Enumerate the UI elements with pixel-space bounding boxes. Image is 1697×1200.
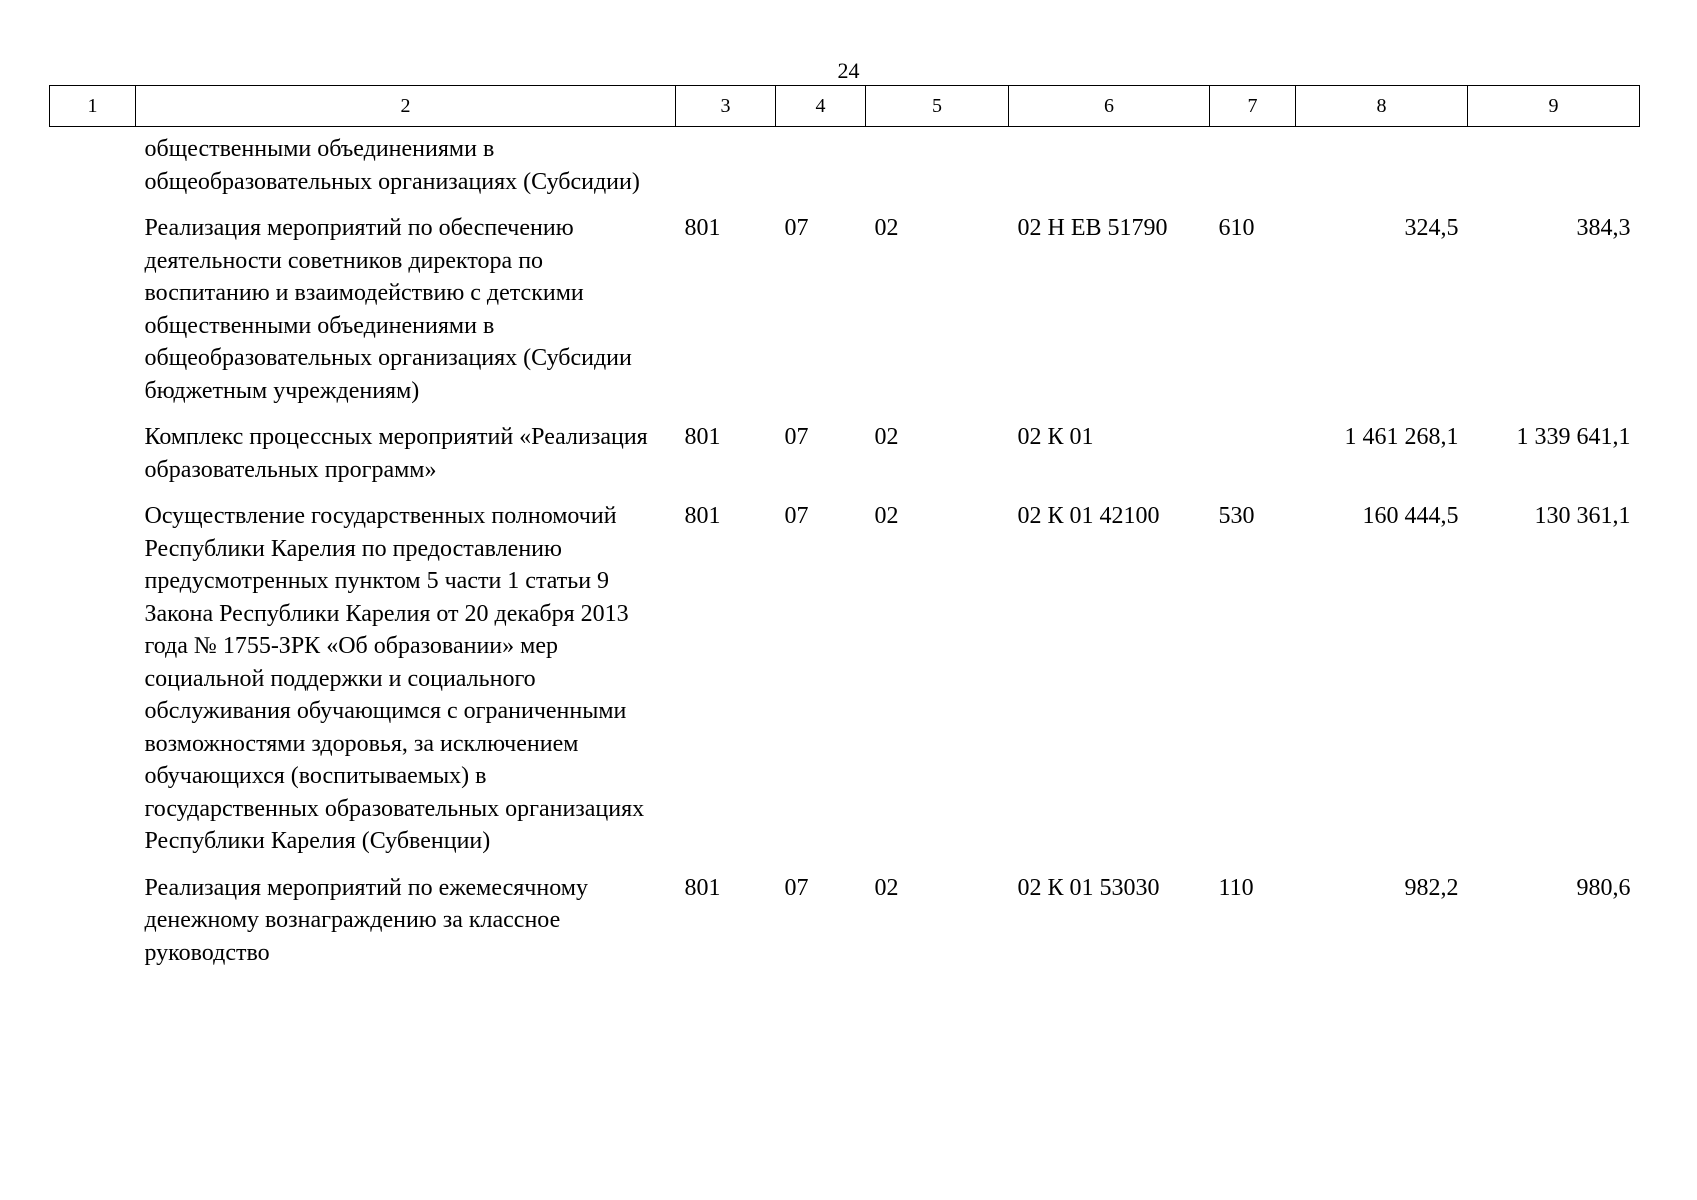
header-col-1: 1 — [50, 86, 136, 127]
row-target: 02 К 01 42100 — [1017, 503, 1160, 529]
header-col-2: 2 — [136, 86, 676, 127]
table-row — [50, 212, 1640, 421]
table-row — [50, 500, 1640, 872]
table-header — [50, 86, 1640, 127]
row-cell-empty — [50, 127, 136, 213]
row-section: 07 — [784, 503, 809, 529]
row-section: 07 — [784, 424, 809, 450]
row-target: 02 Н ЕВ 51790 — [1017, 215, 1168, 241]
row-name: Реализация мероприятий по обеспечению деятельности советников директора по воспитанию и взаимодействию с детскими общественными объединениями в общеобразовательных организациях (Субсидии бюджетным учреждениям) — [144, 215, 632, 404]
table-row — [50, 421, 1640, 500]
header-col-4: 4 — [776, 86, 866, 127]
row-subsection: 02 — [874, 503, 899, 529]
header-col-3: 3 — [676, 86, 776, 127]
row-sum-col9: 384,3 — [1576, 215, 1631, 241]
budget-table — [49, 85, 1640, 983]
header-col-7: 7 — [1210, 86, 1296, 127]
row-sum-col8: 1 461 268,1 — [1344, 424, 1459, 450]
row-cell-empty — [50, 500, 136, 872]
row-sum-col8: 160 444,5 — [1362, 503, 1459, 529]
header-col-8: 8 — [1296, 86, 1468, 127]
table-row — [50, 872, 1640, 984]
row-name: Осуществление государственных полномочий Республики Карелия по предоставлению предусмотренных пунктом 5 части 1 статьи 9 Закона Республики Карелия от 20 декабря 2013 года № 1755-ЗРК «Об образовании» мер социальной поддержки и социального обслуживания обучающимся с ограниченными возможностями здоровья, за исключением обучающихся (воспитываемых) в государственных образовательных организациях Республики Карелия (Субвенции) — [144, 503, 645, 854]
row-ministry — [676, 127, 776, 213]
row-ministry: 801 — [684, 874, 721, 901]
row-cell-empty — [50, 872, 136, 984]
row-name: Комплекс процессных мероприятий «Реализация образовательных программ» — [144, 424, 648, 483]
row-sum-col8 — [1296, 127, 1468, 213]
row-ministry: 801 — [684, 424, 721, 450]
header-col-6: 6 — [1009, 86, 1210, 127]
row-cell-empty — [50, 421, 136, 500]
row-subsection — [866, 127, 1009, 213]
page-number: 24 — [837, 58, 860, 83]
row-subsection: 02 — [874, 424, 899, 450]
row-section: 07 — [784, 215, 809, 241]
row-sum-col9: 1 339 641,1 — [1516, 424, 1631, 450]
row-target: 02 К 01 — [1017, 424, 1094, 450]
header-col-5: 5 — [866, 86, 1009, 127]
row-expense-type — [1210, 127, 1296, 213]
table-row — [50, 127, 1640, 213]
row-subsection: 02 — [874, 874, 899, 901]
row-cell-empty — [50, 212, 136, 421]
row-expense-type: 530 — [1218, 503, 1255, 529]
header-row — [50, 86, 1640, 127]
row-subsection: 02 — [874, 215, 899, 241]
row-expense-type: 610 — [1218, 215, 1255, 241]
row-name: Реализация мероприятий по ежемесячному денежному вознаграждению за классное руководство — [144, 874, 588, 966]
row-expense-type — [1210, 421, 1296, 500]
row-section — [776, 127, 866, 213]
row-target — [1009, 127, 1210, 213]
row-target: 02 К 01 53030 — [1017, 874, 1160, 901]
row-expense-type: 110 — [1218, 874, 1254, 901]
row-sum-col9: 130 361,1 — [1534, 503, 1631, 529]
row-name: общественными объединениями в общеобразовательных организациях (Субсидии) — [144, 136, 640, 195]
row-sum-col8: 982,2 — [1404, 874, 1459, 901]
row-ministry: 801 — [684, 215, 721, 241]
header-col-9: 9 — [1468, 86, 1640, 127]
row-sum-col9: 980,6 — [1576, 874, 1631, 901]
table-body — [50, 127, 1640, 984]
row-sum-col8: 324,5 — [1404, 215, 1459, 241]
row-sum-col9 — [1468, 127, 1640, 213]
row-ministry: 801 — [684, 503, 721, 529]
row-section: 07 — [784, 874, 809, 901]
